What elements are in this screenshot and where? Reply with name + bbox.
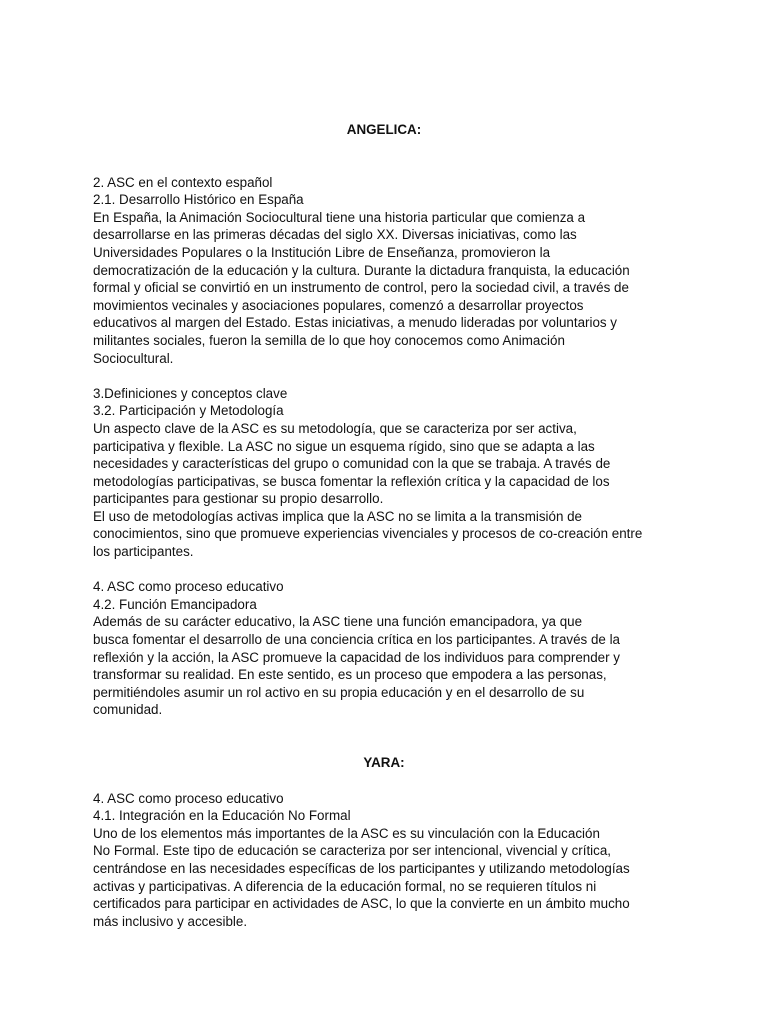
- text-line: busca fomentar el desarrollo de una conciencia crítica en los participantes. A través de la: [93, 632, 620, 648]
- text-line: No Formal. Este tipo de educación se caracteriza por ser intencional, vivencial y crítica,: [93, 843, 612, 859]
- text-line: Un aspecto clave de la ASC es su metodología, que se caracteriza por ser activa,: [93, 420, 577, 436]
- text-line: movimientos vecinales y asociaciones populares, comenzó a desarrollar proyectos: [93, 297, 584, 313]
- section-asc-contexto-espanol: [93, 174, 693, 368]
- text-line: certificados para participar en actividades de ASC, lo que la convierte en un ámbito mucho: [93, 896, 630, 912]
- text-line: Sociocultural.: [93, 350, 174, 366]
- section-title: 2. ASC en el contexto español: [93, 174, 273, 190]
- text-line: educativos al margen del Estado. Estas iniciativas, a menudo lideradas por voluntarios y: [93, 315, 618, 331]
- section-body: [93, 613, 693, 719]
- text-line: comunidad.: [93, 702, 163, 718]
- text-line: metodologías participativas, se busca fomentar la reflexión crítica y la capacidad de los: [93, 473, 610, 489]
- section-title: 3.Definiciones y conceptos clave: [93, 385, 288, 401]
- section-body: [93, 420, 693, 561]
- section-educacion-no-formal: [93, 790, 693, 931]
- section-subtitle: 4.2. Función Emancipadora: [93, 596, 257, 612]
- text-line: Universidades Populares o la Institución Libre de Enseñanza, promovieron la: [93, 244, 551, 260]
- section-subtitle: 2.1. Desarrollo Histórico en España: [93, 192, 304, 208]
- text-line: más inclusivo y accesible.: [93, 913, 248, 929]
- section-definiciones-conceptos: [93, 385, 693, 561]
- text-line: conocimientos, sino que promueve experiencias vivenciales y procesos de co-creación entre: [93, 526, 643, 542]
- section-subtitle: 3.2. Participación y Metodología: [93, 403, 284, 419]
- text-line: formal y oficial se convirtió en un instrumento de control, pero la sociedad civil, a través de: [93, 280, 629, 296]
- text-line: activas y participativas. A diferencia de la educación formal, no se requieren títulos ni: [93, 878, 597, 894]
- section-funcion-emancipadora: [93, 578, 693, 719]
- text-line: centrándose en las necesidades específicas de los participantes y utilizando metodologías: [93, 860, 630, 876]
- text-line: transformar su realidad. En este sentido, es un proceso que empodera a las personas,: [93, 667, 607, 683]
- text-line: necesidades y características del grupo o comunidad con la que se trabaja. A través de: [93, 456, 611, 472]
- document-page: [93, 121, 693, 930]
- text-line: militantes sociales, fueron la semilla de lo que hoy conocemos como Animación: [93, 332, 565, 348]
- text-line: participativa y flexible. La ASC no sigue un esquema rígido, sino que se adapta a las: [93, 438, 595, 454]
- text-line: Uno de los elementos más importantes de la ASC es su vinculación con la Educación: [93, 825, 600, 841]
- section-body: [93, 209, 693, 367]
- section-body: [93, 825, 693, 931]
- text-line: En España, la Animación Sociocultural tiene una historia particular que comienza a: [93, 209, 586, 225]
- text-line: participantes para gestionar su propio desarrollo.: [93, 491, 384, 507]
- text-line: Además de su carácter educativo, la ASC tiene una función emancipadora, ya que: [93, 614, 583, 630]
- text-line: democratización de la educación y la cultura. Durante la dictadura franquista, la educación: [93, 262, 630, 278]
- section-subtitle: 4.1. Integración en la Educación No Formal: [93, 808, 351, 824]
- angelica-heading: ANGELICA:: [346, 122, 422, 137]
- section-title: 4. ASC como proceso educativo: [93, 790, 284, 806]
- text-line: El uso de metodologías activas implica que la ASC no se limita a la transmisión de: [93, 508, 583, 524]
- yara-heading: YARA:: [363, 755, 405, 770]
- text-line: permitiéndoles asumir un rol activo en su propia educación y en el desarrollo de su: [93, 684, 585, 700]
- text-line: reflexión y la acción, la ASC promueve la capacidad de los individuos para comprender y: [93, 649, 620, 665]
- section-title: 4. ASC como proceso educativo: [93, 579, 284, 595]
- text-line: desarrollarse en las primeras décadas del siglo XX. Diversas iniciativas, como las: [93, 227, 577, 243]
- text-line: los participantes.: [93, 544, 194, 560]
